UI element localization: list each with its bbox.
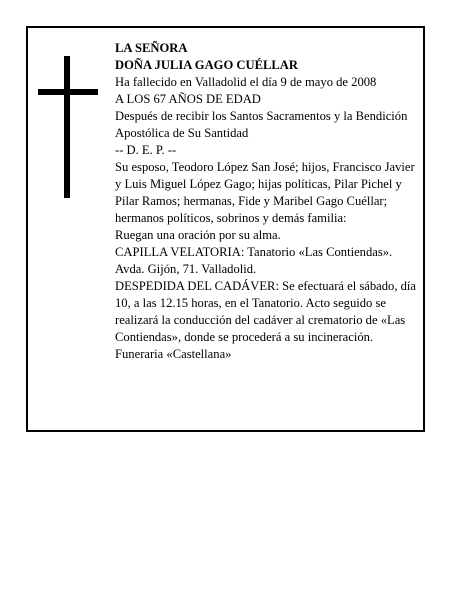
rip-line: -- D. E. P. -- bbox=[115, 143, 177, 157]
age-line: A LOS 67 AÑOS DE EDAD bbox=[115, 92, 261, 106]
chapel-paragraph: CAPILLA VELATORIA: Tanatorio «Las Contiendas». Avda. Gijón, 71. Valladolid. bbox=[115, 245, 393, 276]
funeral-home-line: Funeraria «Castellana» bbox=[115, 347, 232, 361]
sacraments-line: Después de recibir los Santos Sacramentos y la Bendición Apostólica de Su Santidad bbox=[115, 109, 408, 140]
notice-heading-title: LA SEÑORA bbox=[115, 41, 188, 55]
deceased-name: DOÑA JULIA GAGO CUÉLLAR bbox=[115, 58, 298, 72]
death-date-line: Ha fallecido en Valladolid el día 9 de mayo de 2008 bbox=[115, 75, 377, 89]
cross-icon bbox=[38, 56, 98, 198]
obituary-notice bbox=[26, 26, 425, 432]
cross-horizontal-bar bbox=[38, 89, 98, 95]
family-paragraph: Su esposo, Teodoro López San José; hijos, Francisco Javier y Luis Miguel López Gago; hijas políticas, Pilar Pichel y Pilar Ramos; hermanas, Fide y Maribel Gago Cuéllar; hermanos políticos, sobrinos y demás familia: bbox=[115, 160, 415, 225]
prayer-line: Ruegan una oración por su alma. bbox=[115, 228, 281, 242]
cross-vertical-bar bbox=[64, 56, 70, 198]
farewell-paragraph: DESPEDIDA DEL CADÁVER: Se efectuará el sábado, día 10, a las 12.15 horas, en el Tanatorio. Acto seguido se realizará la conducción del cadáver al crematorio de «Las Contiendas», donde se procederá a su incineración. bbox=[115, 279, 417, 344]
notice-text bbox=[115, 40, 421, 363]
